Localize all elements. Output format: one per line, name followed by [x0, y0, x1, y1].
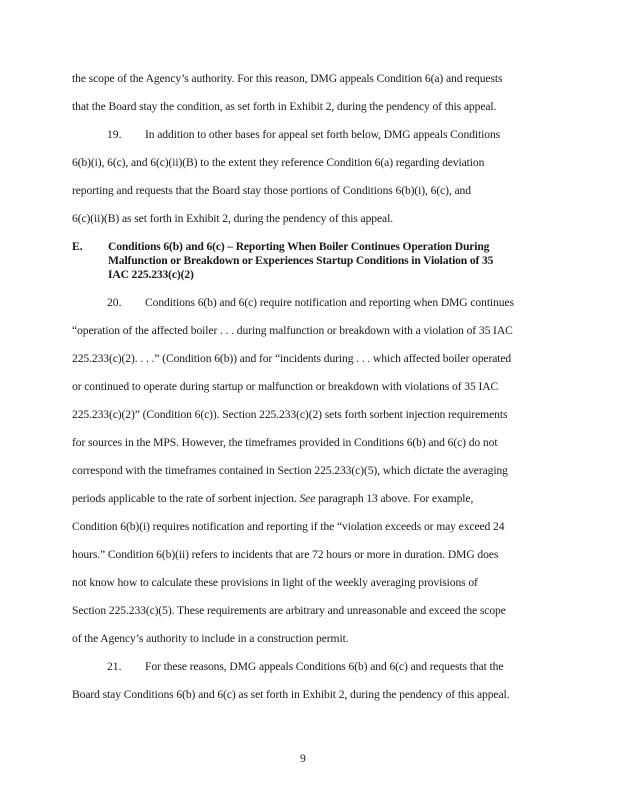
paragraph-line: that the Board stay the condition, as set forth in Exhibit 2, during the pendency of this appeal. — [72, 100, 497, 113]
section-heading-line: IAC 225.233(c)(2) — [108, 268, 194, 281]
section-heading-line: Malfunction or Breakdown or Experiences Startup Conditions in Violation of 35 — [108, 254, 494, 267]
paragraph-line: the scope of the Agency’s authority. For this reason, DMG appeals Condition 6(a) and requests — [72, 72, 503, 85]
paragraph-line: correspond with the timeframes contained in Section 225.233(c)(5), which dictate the averaging — [72, 464, 508, 477]
paragraph-line: reporting and requests that the Board stay those portions of Conditions 6(b)(i), 6(c), and — [72, 184, 471, 197]
paragraph-line: for sources in the MPS. However, the timeframes provided in Conditions 6(b) and 6(c) do not — [72, 436, 498, 449]
paragraph-number: 21. — [107, 660, 122, 673]
paragraph-line: 6(b)(i), 6(c), and 6(c)(ii)(B) to the extent they reference Condition 6(a) regarding deviation — [72, 156, 485, 169]
section-letter: E. — [72, 240, 83, 253]
page-number: 9 — [300, 752, 306, 765]
text-span: periods applicable to the rate of sorbent injection. — [72, 492, 300, 505]
section-heading-line: Conditions 6(b) and 6(c) – Reporting When Boiler Continues Operation During — [108, 240, 490, 253]
paragraph-line: 6(c)(ii)(B) as set forth in Exhibit 2, during the pendency of this appeal. — [72, 212, 394, 225]
paragraph-line: or continued to operate during startup or malfunction or breakdown with violations of 35 IAC — [72, 380, 499, 393]
citation-signal: See — [299, 492, 316, 505]
paragraph-number: 19. — [107, 128, 122, 141]
paragraph-line: “operation of the affected boiler . . . during malfunction or breakdown with a violation of 35 IAC — [72, 324, 513, 337]
paragraph-line: Section 225.233(c)(5). These requirements are arbitrary and unreasonable and exceed the scope — [72, 604, 506, 617]
paragraph-line: Conditions 6(b) and 6(c) require notification and reporting when DMG continues — [145, 296, 514, 309]
paragraph-number: 20. — [107, 296, 122, 309]
paragraph-line: Board stay Conditions 6(b) and 6(c) as set forth in Exhibit 2, during the pendency of this appeal. — [72, 688, 510, 701]
paragraph-line — [72, 492, 473, 506]
paragraph-line: For these reasons, DMG appeals Conditions 6(b) and 6(c) and requests that the — [145, 660, 504, 673]
paragraph-line: Condition 6(b)(i) requires notification and reporting if the “violation exceeds or may exceed 24 — [72, 520, 505, 533]
paragraph-line: not know how to calculate these provisions in light of the weekly averaging provisions of — [72, 576, 478, 589]
paragraph-line: 225.233(c)(2). . . .” (Condition 6(b)) and for “incidents during . . . which affected boiler operated — [72, 352, 512, 365]
paragraph-line: of the Agency’s authority to include in a construction permit. — [72, 632, 349, 645]
paragraph-line: 225.233(c)(2)” (Condition 6(c)). Section 225.233(c)(2) sets forth sorbent injection requirements — [72, 408, 508, 421]
text-span: paragraph 13 above. For example, — [315, 492, 474, 505]
paragraph-line: In addition to other bases for appeal set forth below, DMG appeals Conditions — [145, 128, 501, 141]
paragraph-line: hours.” Condition 6(b)(ii) refers to incidents that are 72 hours or more in duration. DMG does — [72, 548, 499, 561]
